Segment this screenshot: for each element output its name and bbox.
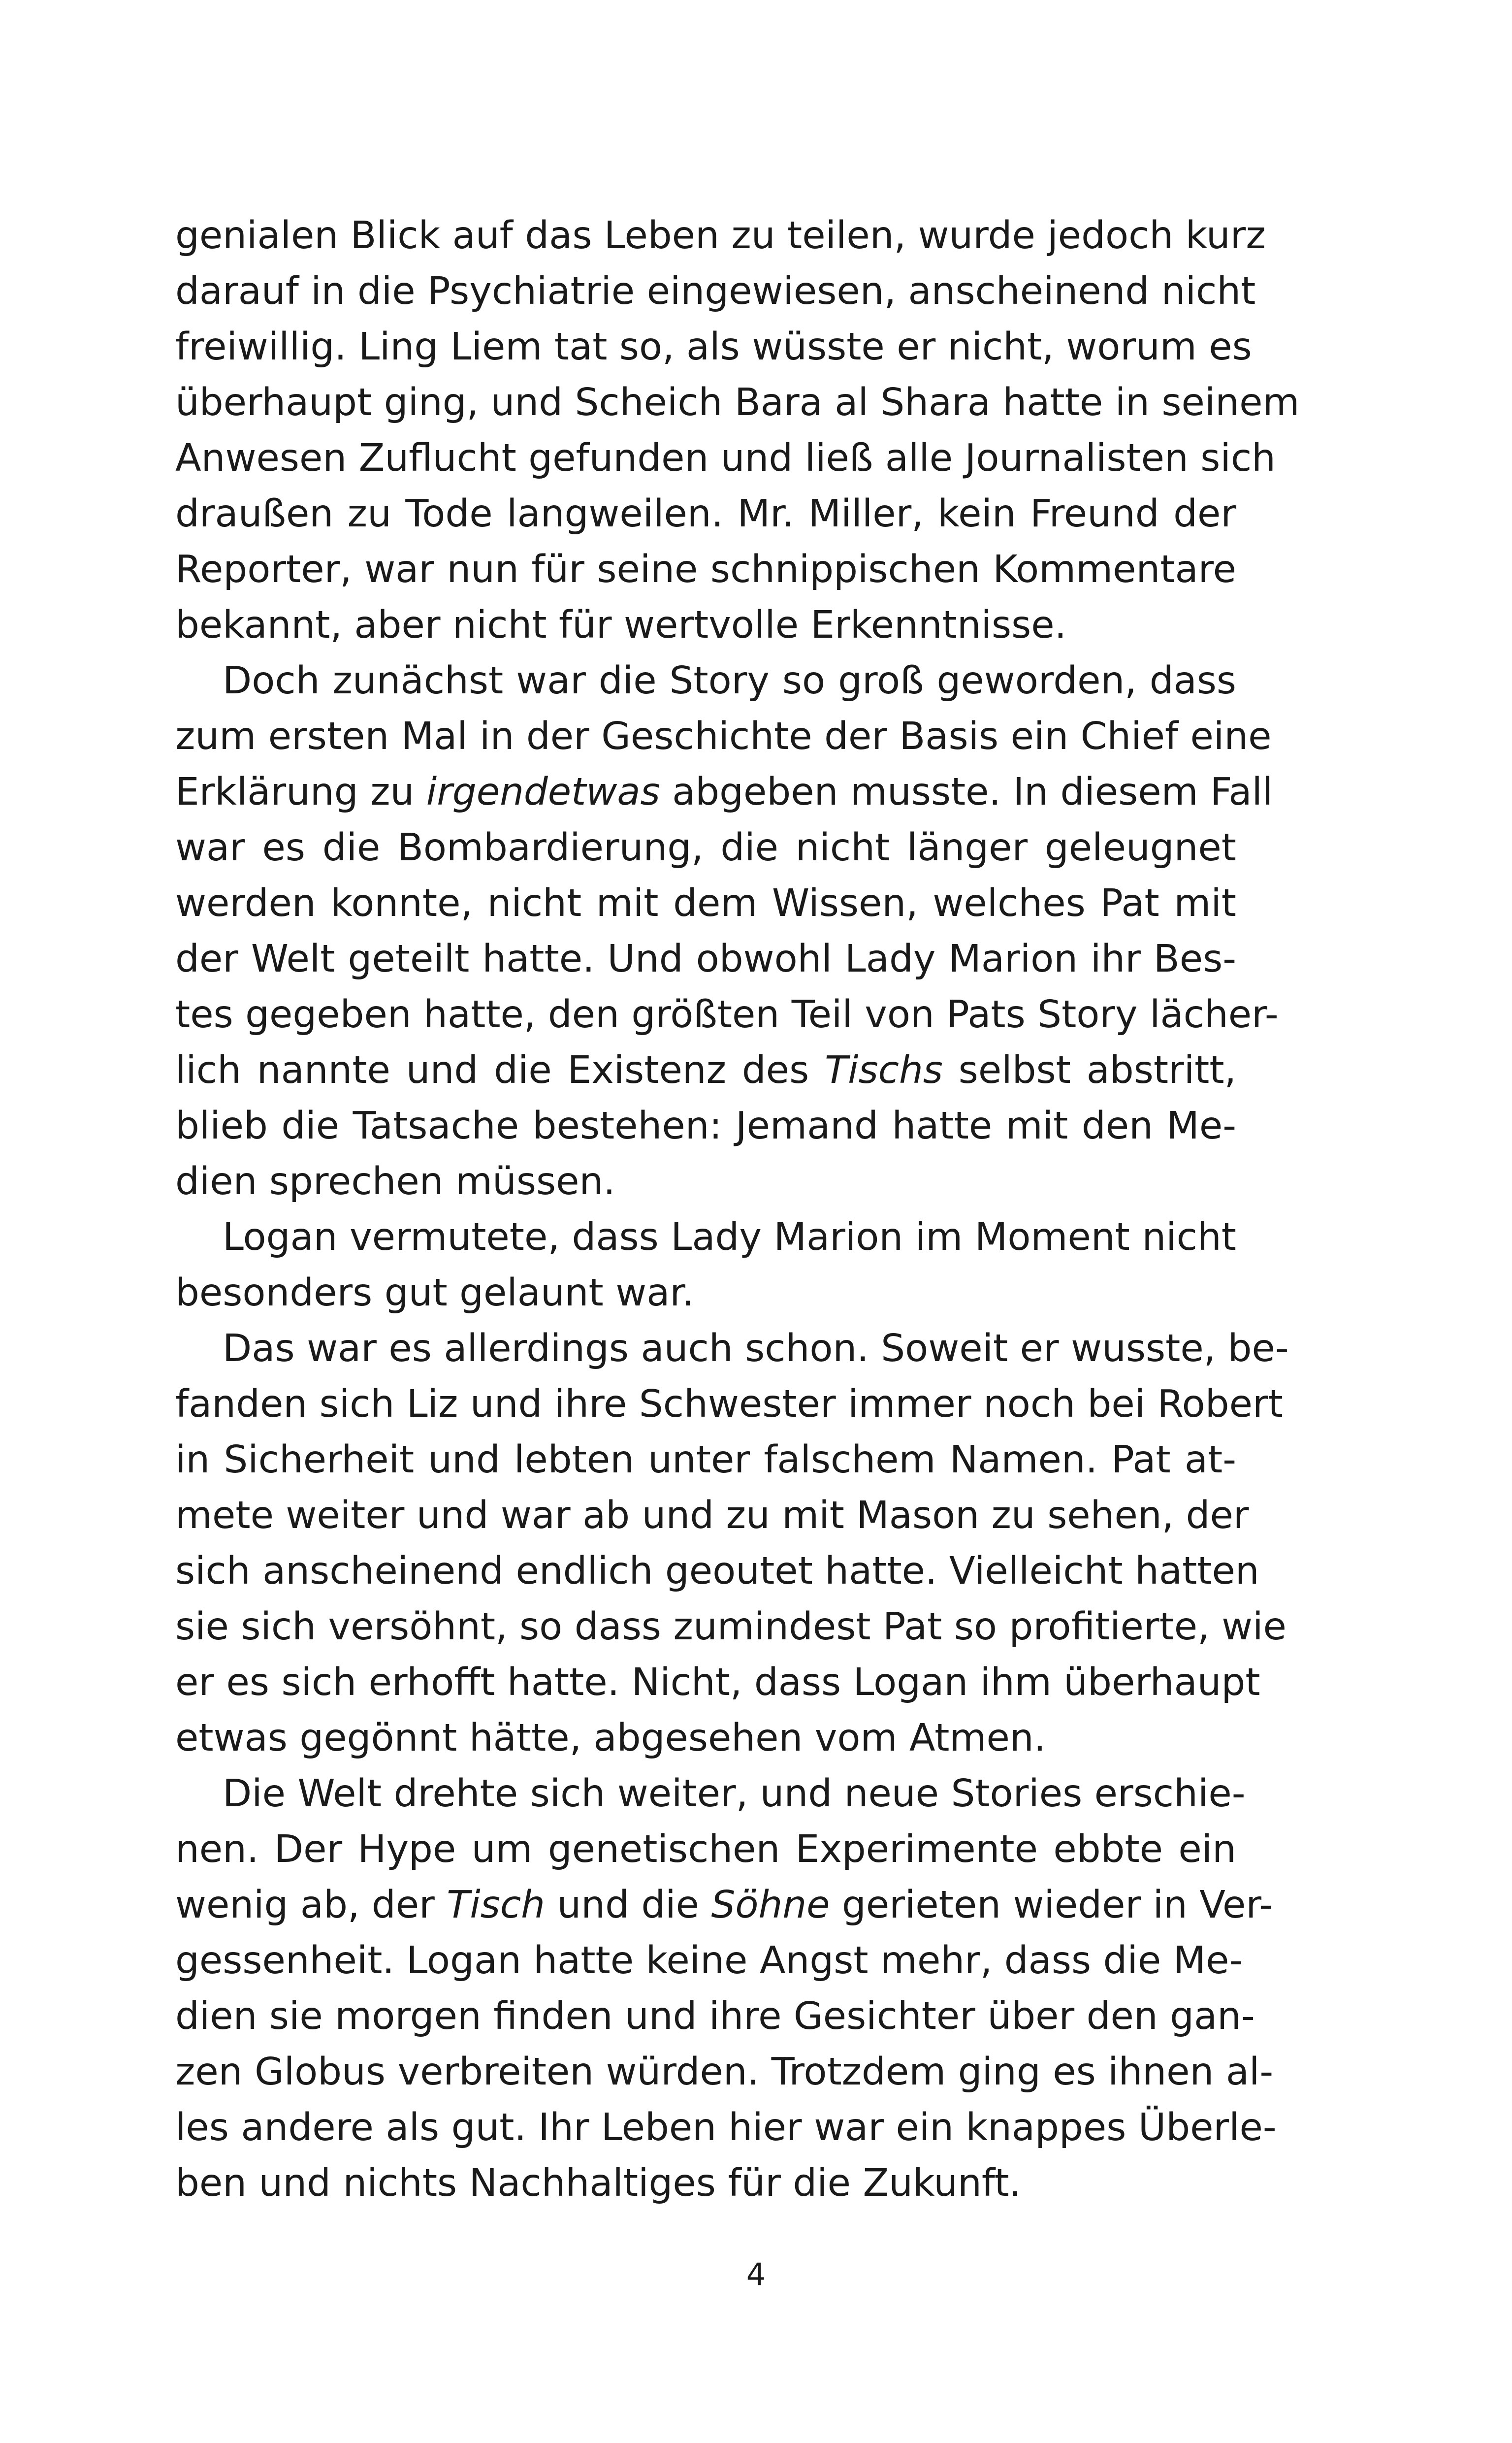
text-line	[175, 208, 1266, 263]
line-text: Erklärung zu	[175, 770, 426, 814]
line-text: Anwesen Zuflucht gefunden und ließ alle Journalisten sich	[175, 436, 1276, 480]
line-text: er es sich erhofft hatte. Nicht, dass Logan ihm überhaupt	[175, 1661, 1260, 1704]
text-line	[175, 1543, 1259, 1599]
line-text: der Welt geteilt hatte. Und obwohl Lady Marion ihr Bes-	[175, 937, 1236, 981]
text-line	[175, 1488, 1249, 1543]
line-text: nen. Der Hype um genetischen Experimente ebbte ein	[175, 1827, 1236, 1871]
text-line	[175, 1599, 1287, 1655]
text-line	[175, 1098, 1236, 1154]
text-line	[175, 1432, 1236, 1488]
line-text: mete weiter und war ab und zu mit Mason zu sehen, der	[175, 1494, 1249, 1537]
line-text: zum ersten Mal in der Geschichte der Basis ein Chief eine	[175, 715, 1272, 758]
line-text: zen Globus verbreiten würden. Trotzdem ging es ihnen al-	[175, 2050, 1274, 2094]
line-text: gerieten wieder in Ver-	[830, 1883, 1273, 1927]
line-text: draußen zu Tode langweilen. Mr. Miller, kein Freund der	[175, 492, 1236, 536]
paragraph-first-line	[175, 653, 1236, 709]
line-text: ben und nichts Nachhaltiges für die Zukunft.	[175, 2161, 1022, 2205]
paragraph-first-line	[175, 1209, 1236, 1265]
line-text: freiwillig. Ling Liem tat so, als wüsste er nicht, worum es	[175, 325, 1252, 369]
line-text: besonders gut gelaunt war.	[175, 1271, 694, 1315]
paragraph-first-line	[175, 1321, 1289, 1376]
line-text: genialen Blick auf das Leben zu teilen, wurde jedoch kurz	[175, 214, 1266, 258]
line-text: war es die Bombardierung, die nicht länger geleugnet	[175, 826, 1236, 870]
text-line	[175, 2100, 1277, 2155]
line-text: sich anscheinend endlich geoutet hatte. Vielleicht hatten	[175, 1549, 1259, 1593]
line-text: tes gegeben hatte, den größten Teil von Pats Story lächer-	[175, 993, 1279, 1037]
line-text: Logan vermutete, dass Lady Marion im Moment nicht	[223, 1215, 1236, 1259]
text-line	[175, 1988, 1255, 2044]
body-text	[175, 208, 1300, 2211]
line-text: fanden sich Liz und ihre Schwester immer noch bei Robert	[175, 1382, 1283, 1426]
text-line	[175, 2044, 1274, 2100]
text-line	[175, 2155, 1236, 2211]
line-text: bekannt, aber nicht für wertvolle Erkenntnisse.	[175, 603, 1067, 647]
line-text: les andere als gut. Ihr Leben hier war ein knappes Überle-	[175, 2106, 1277, 2150]
text-line	[175, 709, 1272, 764]
line-text: abgeben musste. In diesem Fall	[660, 770, 1273, 814]
text-line	[175, 987, 1279, 1042]
text-line	[175, 1042, 1236, 1098]
line-text: blieb die Tatsache bestehen: Jemand hatte mit den Me-	[175, 1104, 1236, 1148]
text-line	[175, 1154, 1236, 1209]
line-text: sie sich versöhnt, so dass zumindest Pat so profitierte, wie	[175, 1605, 1287, 1649]
text-line	[175, 375, 1300, 430]
text-line	[175, 319, 1252, 375]
line-text: lich nannte und die Existenz des	[175, 1048, 825, 1092]
line-text: und die	[545, 1883, 711, 1927]
line-text: Das war es allerdings auch schon. Soweit er wusste, be-	[223, 1327, 1289, 1370]
line-text: wenig ab, der	[175, 1883, 447, 1927]
italic-text: irgendetwas	[426, 770, 660, 814]
text-line	[175, 430, 1276, 486]
text-line	[175, 1376, 1283, 1432]
text-line	[175, 1822, 1236, 1877]
text-line	[175, 1877, 1273, 1933]
text-line	[175, 1933, 1243, 1988]
text-line	[175, 1655, 1260, 1710]
line-text: gessenheit. Logan hatte keine Angst mehr, dass die Me-	[175, 1939, 1243, 1983]
italic-text: Tischs	[825, 1048, 943, 1092]
text-line	[175, 764, 1273, 820]
italic-text: Söhne	[711, 1883, 830, 1927]
line-text: überhaupt ging, und Scheich Bara al Shara hatte in seinem	[175, 381, 1300, 424]
text-line	[175, 597, 1236, 653]
line-text: Doch zunächst war die Story so groß geworden, dass	[223, 659, 1236, 703]
paragraph-first-line	[175, 1766, 1246, 1822]
text-line	[175, 1710, 1236, 1766]
line-text: in Sicherheit und lebten unter falschem Namen. Pat at-	[175, 1438, 1236, 1482]
line-text: dien sprechen müssen.	[175, 1160, 615, 1204]
text-line	[175, 931, 1236, 987]
page-number: 4	[746, 2256, 766, 2292]
line-text: darauf in die Psychiatrie eingewiesen, anscheinend nicht	[175, 269, 1256, 313]
line-text: werden konnte, nicht mit dem Wissen, welches Pat mit	[175, 881, 1236, 925]
line-text: Reporter, war nun für seine schnippischen Kommentare	[175, 548, 1236, 591]
text-line	[175, 542, 1236, 597]
text-line	[175, 820, 1236, 876]
italic-text: Tisch	[447, 1883, 545, 1927]
line-text: etwas gegönnt hätte, abgesehen vom Atmen.	[175, 1716, 1046, 1760]
text-line	[175, 876, 1236, 931]
text-line	[175, 486, 1236, 542]
line-text: selbst abstritt,	[942, 1048, 1236, 1092]
line-text: Die Welt drehte sich weiter, und neue Stories erschie-	[223, 1772, 1246, 1816]
text-line	[175, 1265, 1236, 1321]
text-line	[175, 263, 1256, 319]
line-text: dien sie morgen finden und ihre Gesichter über den gan-	[175, 1994, 1255, 2038]
